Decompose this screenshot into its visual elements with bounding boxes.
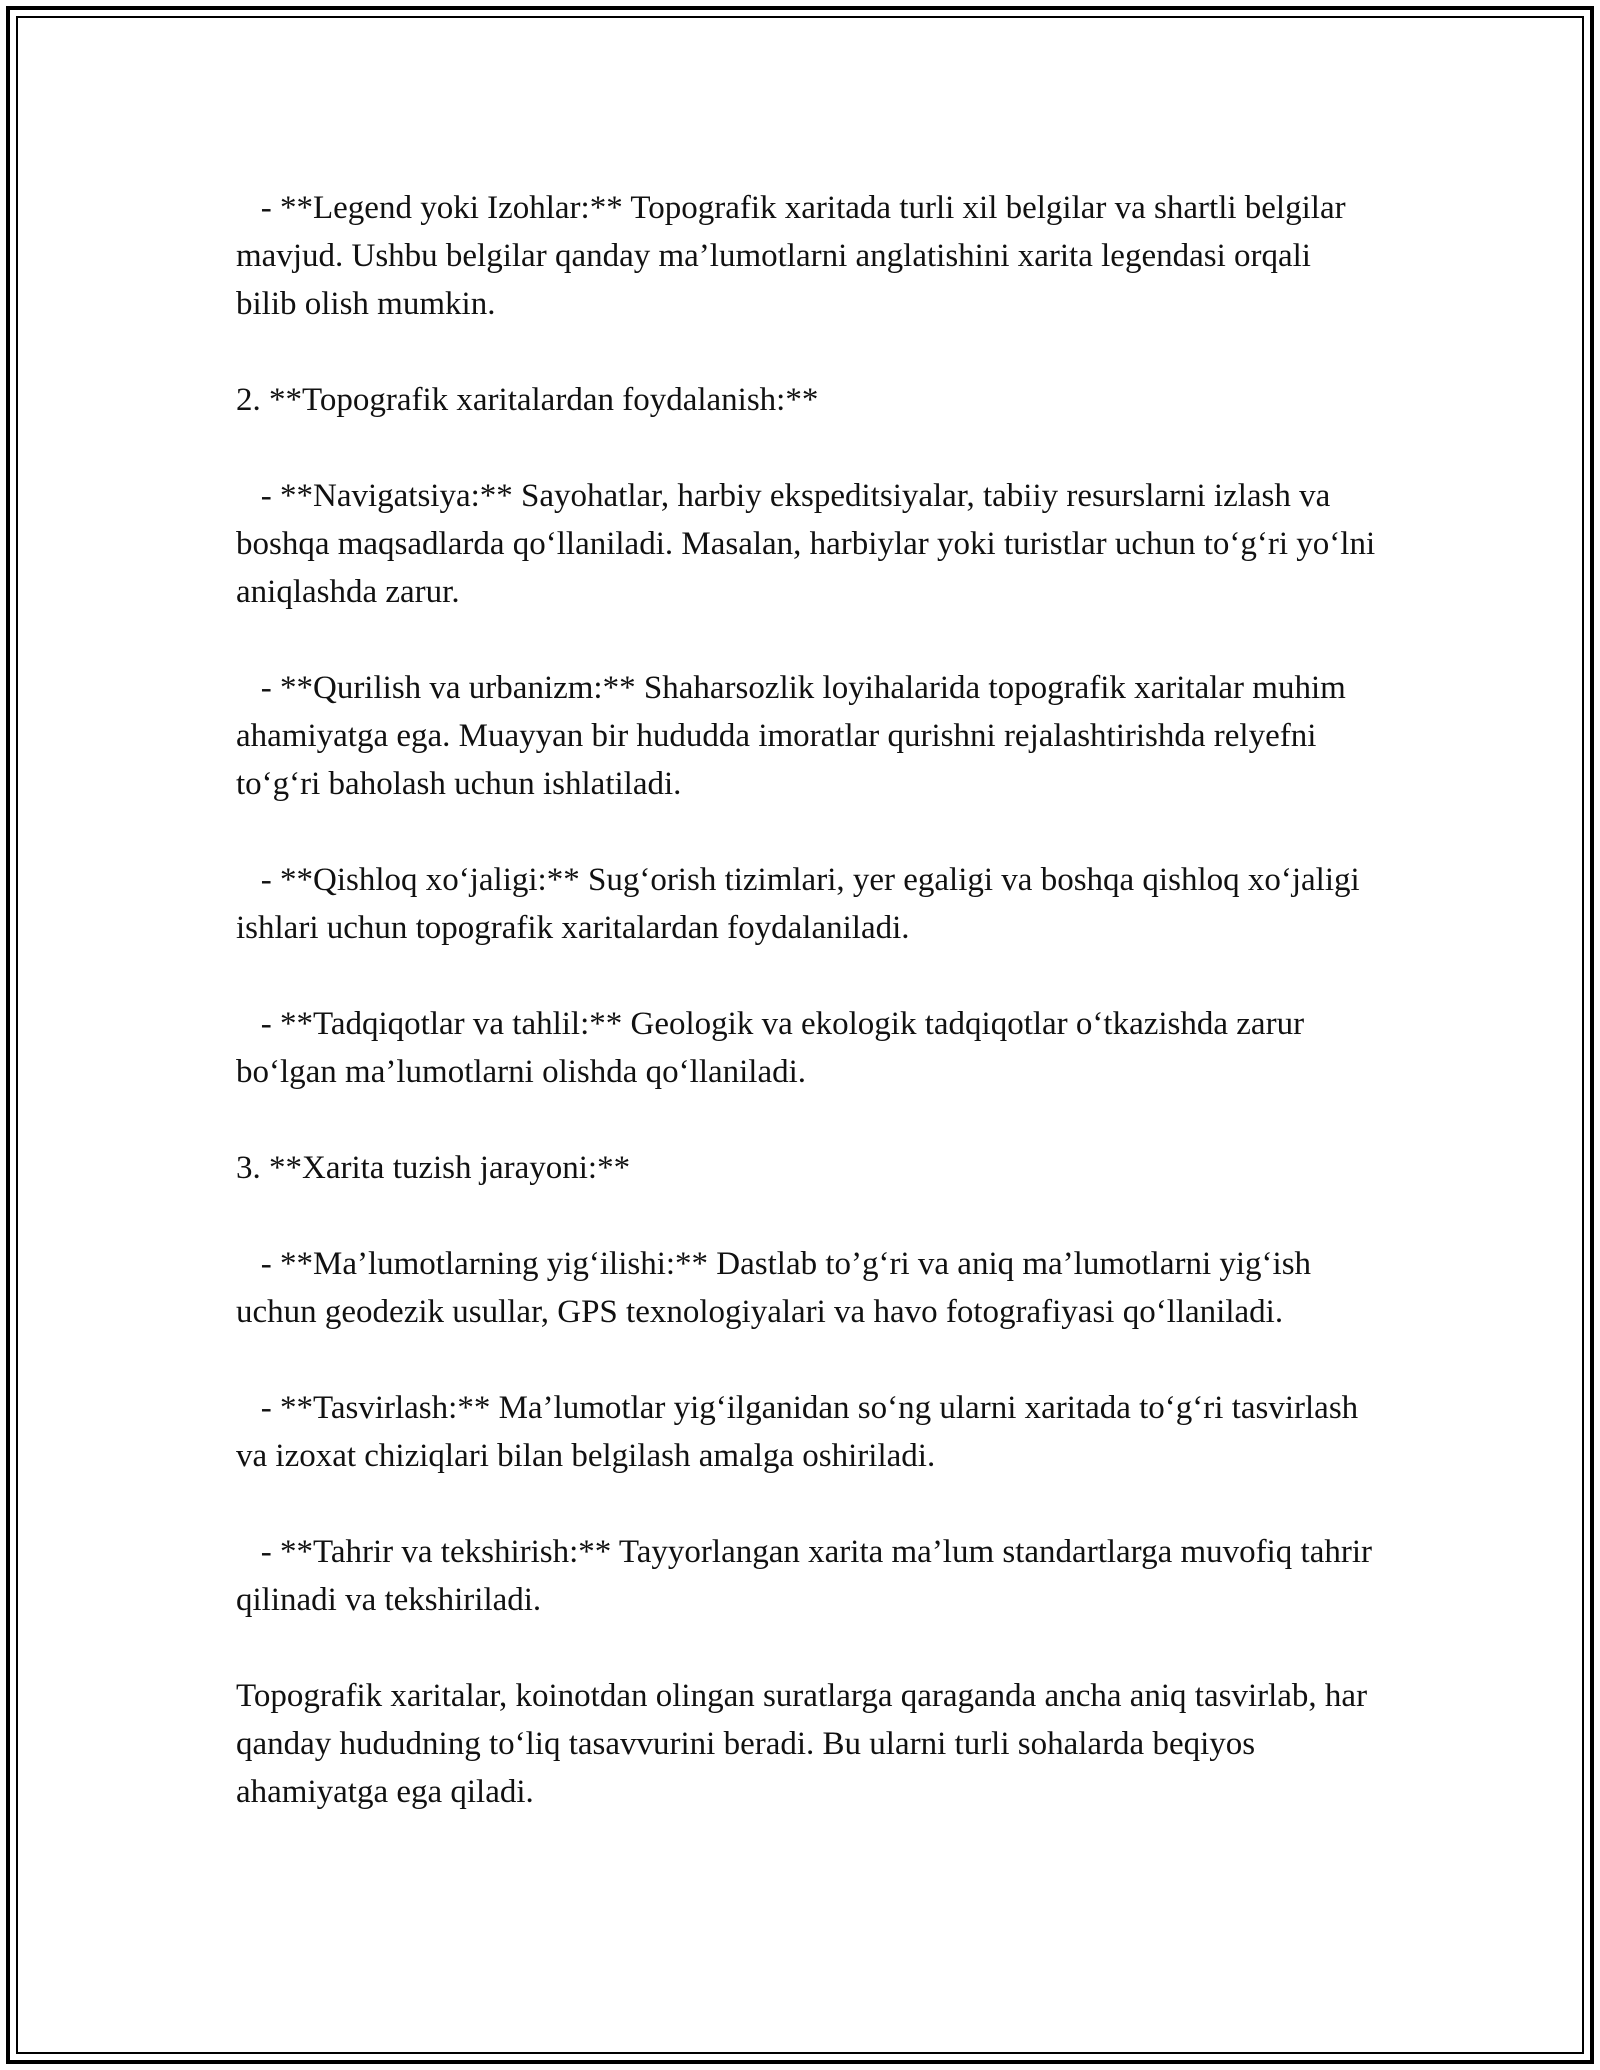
paragraph-navigation: - **Navigatsiya:** Sayohatlar, harbiy ekspeditsiyalar, tabiiy resurslarni izlash va boshqa maqsadlarda qo‘llaniladi. Masalan, harbiylar yoki turistlar uchun to‘g‘ri yo‘lni aniqlashda zarur. — [236, 478, 1384, 610]
heading-section-2: 2. **Topografik xaritalardan foydalanish:** — [236, 382, 819, 418]
paragraph-construction: - **Qurilish va urbanizm:** Shaharsozlik loyihalarida topografik xaritalar muhim ahamiyatga ega. Muayyan bir hududda imoratlar qurishni rejalashtirishda relyefni to‘g‘ri baholash uchun ishlatiladi. — [236, 670, 1355, 802]
paragraph-data-collection: - **Ma’lumotlarning yig‘ilishi:** Dastlab to’g‘ri va aniq ma’lumotlarni yig‘ish uchun geodezik usullar, GPS texnologiyalari va havo fotografiyasi qo‘llaniladi. — [236, 1246, 1320, 1330]
paragraph-editing: - **Tahrir va tekshirish:** Tayyorlangan xarita ma’lum standartlarga muvofiq tahrir qilinadi va tekshiriladi. — [236, 1534, 1381, 1618]
document-body — [236, 184, 1384, 1816]
paragraph-conclusion: Topografik xaritalar, koinotdan olingan suratlarga qaraganda ancha aniq tasvirlab, har qanday hududning to‘liq tasavvurini beradi. Bu ularni turli sohalarda beqiyos ahamiyatga ega qiladi. — [236, 1678, 1376, 1810]
paragraph-research: - **Tadqiqotlar va tahlil:** Geologik va ekologik tadqiqotlar o‘tkazishda zarur bo‘lgan ma’lumotlarni olishda qo‘llaniladi. — [236, 1006, 1313, 1090]
heading-section-3: 3. **Xarita tuzish jarayoni:** — [236, 1150, 631, 1186]
paragraph-agriculture: - **Qishloq xo‘jaligi:** Sug‘orish tizimlari, yer egaligi va boshqa qishloq xo‘jaligi ishlari uchun topografik xaritalardan foydalaniladi. — [236, 862, 1368, 946]
paragraph-depiction: - **Tasvirlash:** Ma’lumotlar yig‘ilganidan so‘ng ularni xaritada to‘g‘ri tasvirlash va izoxat chiziqlari bilan belgilash amalga oshiriladi. — [236, 1390, 1367, 1474]
paragraph-legend: - **Legend yoki Izohlar:** Topografik xaritada turli xil belgilar va shartli belgilar mavjud. Ushbu belgilar qanday ma’lumotlarni anglatishini xarita legendasi orqali bilib olish mumkin. — [236, 190, 1354, 322]
